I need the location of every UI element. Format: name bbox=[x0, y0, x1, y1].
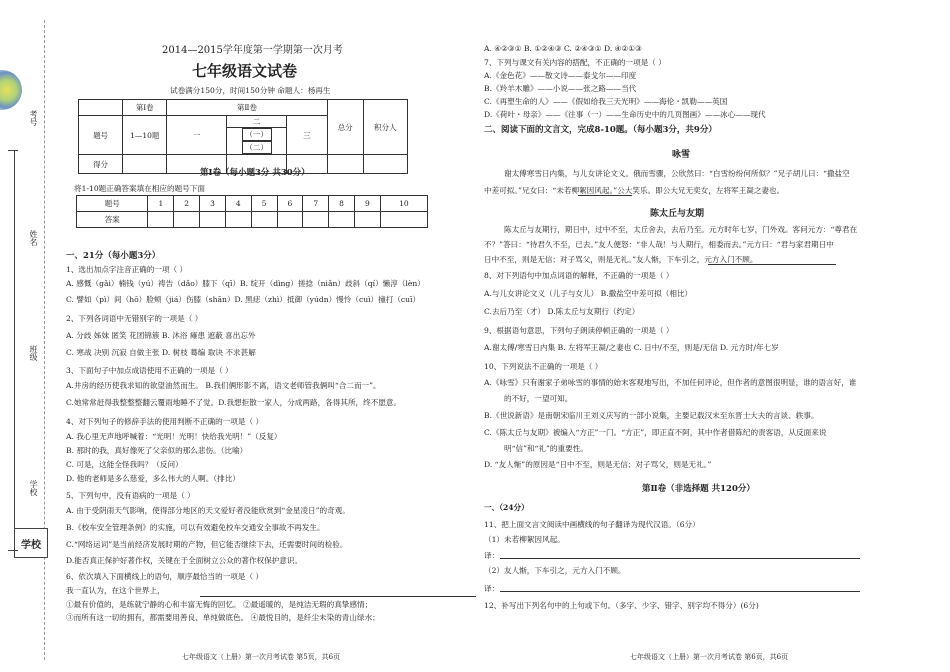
translate-label: 译： bbox=[484, 584, 500, 593]
left-page bbox=[62, 0, 472, 672]
question-line: 4、对下列句子的修辞手法的使用判断不正确的一项是（ ） bbox=[66, 417, 264, 426]
section1-note: 将1-10题正确答案填在相应的题号下面 bbox=[74, 184, 205, 193]
question-line: C. 可是，这能全怪我吗？（反问） bbox=[66, 460, 183, 469]
option-line: A.《咏雪》只有谢家子弟咏雪的事情的始末客观地写出，不加任何评论，但作者的意图很明显，谁的语言好，谁 bbox=[484, 378, 857, 387]
part2-title: 第Ⅱ卷（非选择题 共120分） bbox=[642, 484, 755, 494]
answer-cell[interactable] bbox=[251, 212, 277, 228]
option-line: A. ④②③① B. ①②④③ C. ②④③① D. ④②①③ bbox=[484, 44, 642, 53]
class-label: 班级 bbox=[29, 345, 38, 361]
poem1-title: 咏雪 bbox=[672, 150, 691, 160]
underline-mark bbox=[578, 195, 632, 196]
binding-margin bbox=[0, 0, 62, 672]
poem2-title: 陈太丘与友期 bbox=[650, 209, 705, 219]
question-line: 9、根据语句意思，下列句子朗读停顿正确的一项是（ ） bbox=[484, 326, 674, 335]
option-line: C.《陈太丘与友期》被编入“方正”一门。“方正”，即正直不阿，其中作者借陈纪的责客语，从反面来说 bbox=[484, 428, 827, 437]
score-cell[interactable] bbox=[123, 155, 167, 174]
option-line: B.《世说新语》是南朝宋临川王刘义庆写的一部小说集，主要记载汉末至东晋士大夫的言谈、轶事。 bbox=[484, 411, 819, 420]
exam-info: 试卷满分150分，时间150分钟 命题人：杨再生 bbox=[170, 86, 331, 95]
option-line: D. “友人惭”的原因是“日中不至，则是无信；对子骂父，则是无礼。” bbox=[484, 460, 712, 469]
score-table-part1: 第Ⅰ卷 bbox=[123, 100, 167, 116]
answer-cell[interactable] bbox=[200, 212, 226, 228]
score-table-part2: 第Ⅱ卷 bbox=[167, 100, 327, 116]
part2-section: 一、（24分） bbox=[484, 503, 529, 512]
score-table-corner bbox=[79, 100, 123, 116]
score-table-label-score: 得分 bbox=[79, 155, 123, 174]
answer-header-cell: 6 bbox=[277, 196, 303, 212]
answer-row-label: 答案 bbox=[77, 212, 148, 228]
exam-title: 2014—2015学年度第一学期第一次月考 bbox=[162, 45, 343, 56]
answer-table-header bbox=[77, 196, 428, 212]
answer-cell[interactable] bbox=[354, 212, 380, 228]
question-line: 6、依次填入下面横线上的语句，顺序最恰当的一项是（ ） bbox=[66, 572, 264, 581]
question-line: 5、下列句中，没有语病的一项是（ ） bbox=[66, 491, 195, 500]
answer-header-cell: 3 bbox=[200, 196, 226, 212]
score-table bbox=[78, 99, 408, 174]
name-label: 姓名 bbox=[29, 230, 38, 246]
binding-bracket-top bbox=[8, 150, 18, 151]
answer-cell[interactable] bbox=[380, 212, 427, 228]
question-line: D. 他的老师是多么慈爱，多么伟大的人啊。（排比） bbox=[66, 474, 240, 483]
answer-cell[interactable] bbox=[225, 212, 251, 228]
question-line: A. 我心里无声地呼喊着：“光明！光明！快给我光明！”（反复） bbox=[66, 432, 282, 441]
option-line: A.谢太傅/寒雪日内集 B. 左将军王凝/之妻也 C. 日中/不至，则是/无信 D. 元方时/年七岁 bbox=[484, 343, 779, 352]
passage-line: 不？”答曰：“待君久不至，已去。”友人便怒：“非人哉！与人期行，相委而去。”元方曰：“君与家君期日中 bbox=[484, 240, 834, 249]
question-line: 10、下列说法不正确的一项是（ ） bbox=[484, 362, 603, 371]
question-line: 7、下列与课文有关内容的搭配，不正确的一项是（ ） bbox=[484, 58, 666, 67]
question-line: C. 譬如（pì）间（hō）脸颊（jiá）伤膝（shān）D. 黑痣（zhì）抵御（yúdn）慢怜（cuì）撞打（cuī） bbox=[66, 295, 421, 304]
answer-header-cell: 题号 bbox=[77, 196, 148, 212]
passage-line: 日中不至，则是无信；对子骂父，则是无礼。”友人惭，下车引之，元方入门不顾。 bbox=[484, 255, 758, 264]
answer-header-cell: 10 bbox=[380, 196, 427, 212]
answer-header-cell: 5 bbox=[251, 196, 277, 212]
question-line: B. 那时的我，真好像死了父亲似的那么悲伤。（比喻） bbox=[66, 446, 248, 455]
answer-header-cell: 8 bbox=[329, 196, 355, 212]
question-line: ③而所有这一切的拥有，都需要用善良、单纯做底色。 ④最悦目的，是纤尘未染的青山绿水； bbox=[66, 613, 380, 622]
option-line: A.《金色花》——散文诗——泰戈尔——印度 bbox=[484, 71, 637, 80]
option-line: C.去后乃至（才） D.陈太丘与友期行（约定） bbox=[484, 307, 640, 316]
option-line: C.《再塑生命的人》——《假如给我三天光明》——海伦・凯勒——英国 bbox=[484, 97, 728, 106]
binding-line bbox=[44, 20, 45, 660]
option-line: D.《荷叶・母亲》——《往事（一）——生命历史中的几页图画》——冰心——现代 bbox=[484, 110, 766, 119]
question-heading: 一、21分（每小题3分） bbox=[66, 251, 161, 261]
answer-header-cell: 9 bbox=[354, 196, 380, 212]
score-table-q1-10: 1—10题 bbox=[123, 116, 167, 155]
score-table-sec2: 二 bbox=[227, 116, 287, 128]
score-table-total: 总分 bbox=[327, 100, 363, 155]
question-line: D.能否真正保护好著作权，关键在于全面树立公众的著作权保护意识。 bbox=[66, 556, 303, 565]
answer-header-cell: 4 bbox=[225, 196, 251, 212]
answer-cell[interactable] bbox=[148, 212, 174, 228]
score-table-sub2: （二） bbox=[242, 141, 272, 154]
answer-header-cell: 1 bbox=[148, 196, 174, 212]
exam-subtitle: 七年级语文试卷 bbox=[192, 62, 298, 80]
question-line: 3、下面句子中加点成语使用不正确的一项是（ ） bbox=[66, 366, 233, 375]
section1-title: 第Ⅰ卷（每小题3分 共30分） bbox=[200, 168, 310, 178]
option-line: A.与儿女讲论文义（儿子与女儿） B.撒盐空中差可拟（相比） bbox=[484, 289, 693, 298]
school-label: 学校 bbox=[29, 480, 38, 496]
question-line: B.《校车安全管理条例》的实施，可以有效避免校车交通安全事故不再发生。 bbox=[66, 523, 325, 532]
answer-header-cell: 7 bbox=[303, 196, 329, 212]
exam-number-label: 考号 bbox=[29, 110, 38, 126]
score-table-sec3: 三 bbox=[287, 116, 327, 155]
score-cell[interactable] bbox=[363, 155, 407, 174]
translate-label: 译： bbox=[484, 551, 500, 560]
school-box bbox=[14, 528, 48, 558]
score-table-sub1: （一） bbox=[242, 128, 272, 141]
question-line: A. 由于受阴雨天气影响，使得部分地区的天文爱好者没能欣赏到“金星凌日”的奇观。 bbox=[66, 506, 350, 515]
question-line: 8、对下列语句中加点词语的解释，不正确的一项是（ ） bbox=[484, 271, 674, 280]
sub-question: （1）未若柳絮因风起。 bbox=[484, 535, 565, 544]
score-table-scorer: 积分人 bbox=[363, 100, 407, 155]
passage-line: 谢太傅寒雪日内集，与儿女讲论文义。俄而雪骤，公欣然曰：“白雪纷纷何所似？”兄子胡儿曰：“撒盐空 bbox=[504, 169, 850, 178]
right-page-footer: 七年级语文（上册）第一次月考试卷 第6页，共6页 bbox=[630, 653, 789, 661]
answer-line[interactable] bbox=[500, 591, 860, 592]
question-line: A. 分歧 姊妹 匿笑 花团锦簇 B. 沐浴 瘫患 遮蔽 喜出忘外 bbox=[66, 331, 256, 340]
section2-title: 二、阅读下面的文言文，完成8-10题。（每小题3分，共9分） bbox=[484, 125, 717, 135]
question-line: 1、选出加点字注音正确的一项（ ） bbox=[66, 265, 188, 274]
score-table-label-num: 题号 bbox=[79, 116, 123, 155]
option-line: 明“信”和“礼”的重要性。 bbox=[504, 444, 588, 453]
question-line: 11、把上面文言文阅读中画横线的句子翻译为现代汉语。（6分） bbox=[484, 520, 700, 529]
question-line: 2、下列各词语中无错别字的一项是（ ） bbox=[66, 314, 203, 323]
score-table-sec1: 一 bbox=[167, 116, 227, 155]
binding-bracket-bottom bbox=[8, 550, 18, 551]
question-line: A. 感慨（gǎi）楠钱（yú）祷告（dǎo）膝下（qī）B. 绽开（dìng）搓捻（niǎn）歧斜（qí）懒淳（lèn） bbox=[66, 279, 425, 288]
sub-question: （2）友人惭，下车引之，元方入门不顾。 bbox=[484, 566, 626, 575]
question-line: C.“网络运词”是当前经济发展时期的产物，但它能否继续下去，还需要时间的检验。 bbox=[66, 540, 348, 549]
seal-stamp bbox=[0, 70, 22, 110]
question-line: A.井房的经历使我求知的欲望油然而生。 B.我们俩形影不离，语文老师管我俩叫“合二而一”。 bbox=[66, 381, 381, 390]
passage-line: 陈太丘与友期行，期日中，过中不至，太丘舍去，去后乃至。元方时年七岁，门外戏。客问元方：“尊君在 bbox=[504, 225, 858, 234]
answer-header-cell: 2 bbox=[174, 196, 200, 212]
binding-line-2 bbox=[14, 150, 15, 550]
option-line: 的不好，一望可知。 bbox=[504, 394, 573, 403]
school-box-text: 学校 bbox=[21, 539, 41, 551]
underline-mark bbox=[708, 264, 836, 265]
question-line: C. 寒战 决别 沉寂 自做主张 D. 树枝 蓦编 取诀 不求甚解 bbox=[66, 348, 256, 357]
answer-table bbox=[76, 195, 428, 228]
answer-cell[interactable] bbox=[329, 212, 355, 228]
score-table-sub bbox=[227, 128, 287, 155]
question-line: ①最有价值的，是练就宁静的心和丰富无悔的回忆。 ②最遥暖的，是纯洁无瑕的真挚感情； bbox=[66, 600, 373, 609]
right-page bbox=[480, 0, 945, 672]
answer-table-row bbox=[77, 212, 428, 228]
answer-line[interactable] bbox=[500, 558, 860, 559]
passage-line: 中差可拟。”兄女曰：“未若柳絮因风起。”公大笑乐。即公大兄无奕女，左将军王凝之妻也。 bbox=[484, 186, 785, 195]
question-line: 我一直认为，在这个世界上， bbox=[66, 586, 165, 595]
answer-cell[interactable] bbox=[303, 212, 329, 228]
option-line: B.《羚羊木雕》——小说——张之路——当代 bbox=[484, 84, 637, 93]
question-line: C.她常常赶得我整整整翻云覆雨地睡不了觉。D.我想拒散一家人，分成两路，各得其所，终不愿意。 bbox=[66, 398, 402, 407]
answer-cell[interactable] bbox=[174, 212, 200, 228]
fill-blank-line bbox=[200, 596, 476, 597]
answer-cell[interactable] bbox=[277, 212, 303, 228]
score-cell[interactable] bbox=[327, 155, 363, 174]
left-page-footer: 七年级语文（上册）第一次月考试卷 第5页，共6页 bbox=[182, 653, 341, 661]
question-line: 12、补写出下列名句中的上句或下句。（多字、少字、错字、别字均不得分）(6分) bbox=[484, 601, 759, 610]
